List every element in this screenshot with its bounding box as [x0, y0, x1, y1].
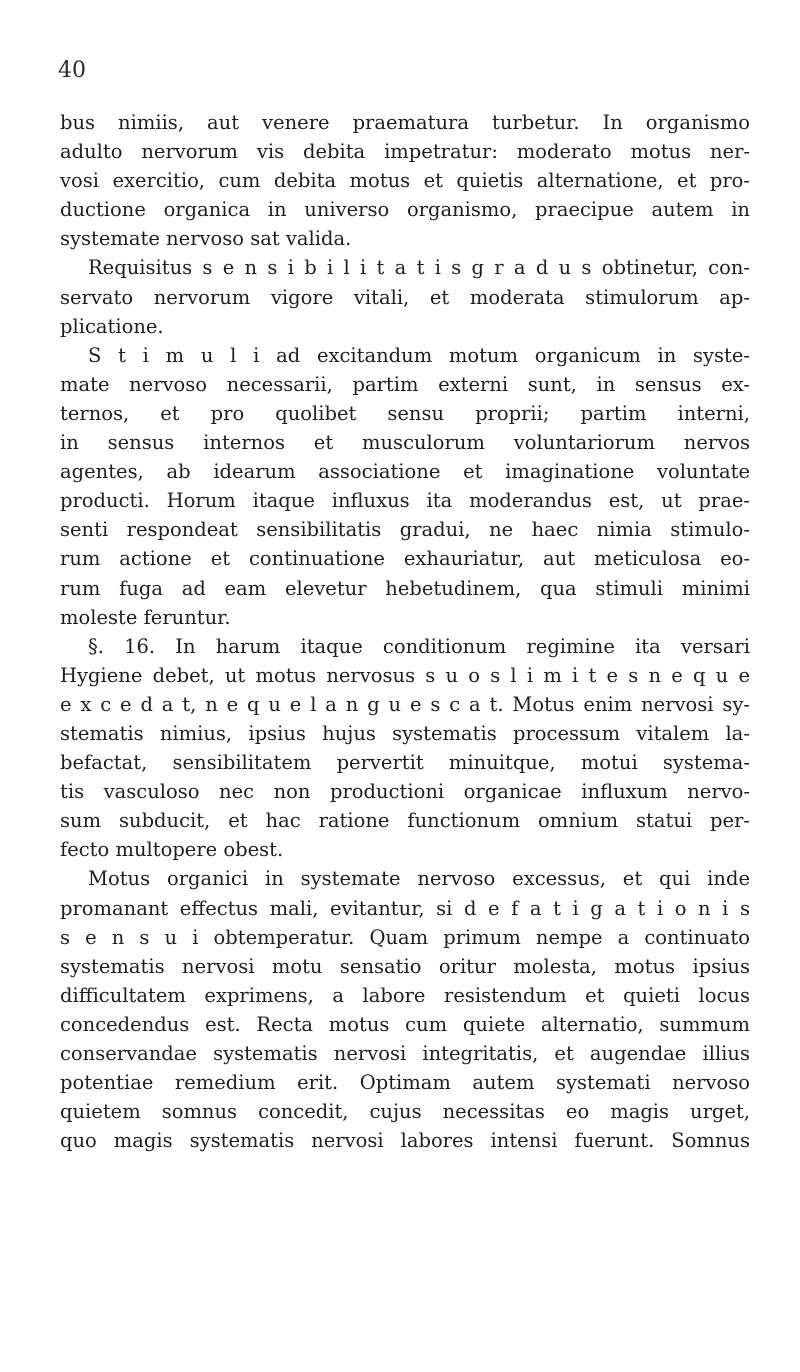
text-line: quo magis systematis nervosi labores intensi fuerunt. Somnus: [60, 1129, 750, 1153]
text-line: potentiae remedium erit. Optimam autem systemati nervoso: [60, 1071, 750, 1095]
text-line: ductione organica in universo organismo, praecipue autem in: [60, 198, 750, 222]
text-line: difficultatem exprimens, a labore resistendum et quieti locus: [60, 983, 750, 1007]
text-line: in sensus internos et musculorum voluntariorum nervos: [60, 431, 750, 455]
text-line: befactat, sensibilitatem pervertit minuitque, motui systema-: [60, 751, 750, 775]
text-line: rum fuga ad eam elevetur hebetudinem, qua stimuli minimi: [60, 576, 750, 600]
text-line: moleste feruntur.: [60, 605, 231, 629]
text-line: e x c e d a t, n e q u e l a n g u e s c a t. Motus enim nervosi sy-: [60, 692, 750, 716]
text-line: agentes, ab idearum associatione et imaginatione voluntate: [60, 460, 750, 484]
text-line: s e n s u i obtemperatur. Quam primum nempe a continuato: [60, 925, 750, 949]
text-line: quietem somnus concedit, cujus necessitas eo magis urget,: [60, 1100, 750, 1124]
text-line: §. 16. In harum itaque conditionum regimine ita versari: [88, 634, 750, 658]
body-text: [60, 108, 750, 1155]
text-line: rum actione et continuatione exhauriatur, aut meticulosa eo-: [60, 547, 750, 571]
text-line: Motus organici in systemate nervoso excessus, et qui inde: [88, 867, 750, 891]
page-number: 40: [58, 58, 86, 83]
text-line: promanant effectus mali, evitantur, si d e f a t i g a t i o n i s: [60, 896, 750, 920]
text-line: S t i m u l i ad excitandum motum organicum in syste-: [88, 343, 750, 367]
text-line: vosi exercitio, cum debita motus et quietis alternatione, et pro-: [60, 169, 750, 193]
text-line: plicatione.: [60, 314, 164, 338]
text-line: systematis nervosi motu sensatio oritur molesta, motus ipsius: [60, 954, 750, 978]
text-line: systemate nervoso sat valida.: [60, 227, 352, 251]
text-line: sum subducit, et hac ratione functionum omnium statui per-: [60, 809, 750, 833]
text-line: Requisitus s e n s i b i l i t a t i s g r a d u s obtinetur, con-: [88, 256, 750, 280]
text-line: adulto nervorum vis debita impetratur: moderato motus ner-: [60, 140, 750, 164]
text-line: fecto multopere obest.: [60, 838, 284, 862]
text-line: mate nervoso necessarii, partim externi sunt, in sensus ex-: [60, 372, 750, 396]
text-line: servato nervorum vigore vitali, et moderata stimulorum ap-: [60, 285, 750, 309]
text-line: ternos, et pro quolibet sensu proprii; partim interni,: [60, 401, 750, 425]
text-line: tis vasculoso nec non productioni organicae influxum nervo-: [60, 780, 750, 804]
text-line: concedendus est. Recta motus cum quiete alternatio, summum: [60, 1012, 750, 1036]
text-line: producti. Horum itaque influxus ita moderandus est, ut prae-: [60, 489, 750, 513]
text-line: senti respondeat sensibilitatis gradui, ne haec nimia stimulo-: [60, 518, 750, 542]
text-line: bus nimiis, aut venere praematura turbetur. In organismo: [60, 111, 750, 134]
text-line: Hygiene debet, ut motus nervosus s u o s l i m i t e s n e q u e: [60, 663, 750, 687]
text-line: stematis nimius, ipsius hujus systematis processum vitalem la-: [60, 721, 750, 745]
text-line: conservandae systematis nervosi integritatis, et augendae illius: [60, 1042, 750, 1065]
